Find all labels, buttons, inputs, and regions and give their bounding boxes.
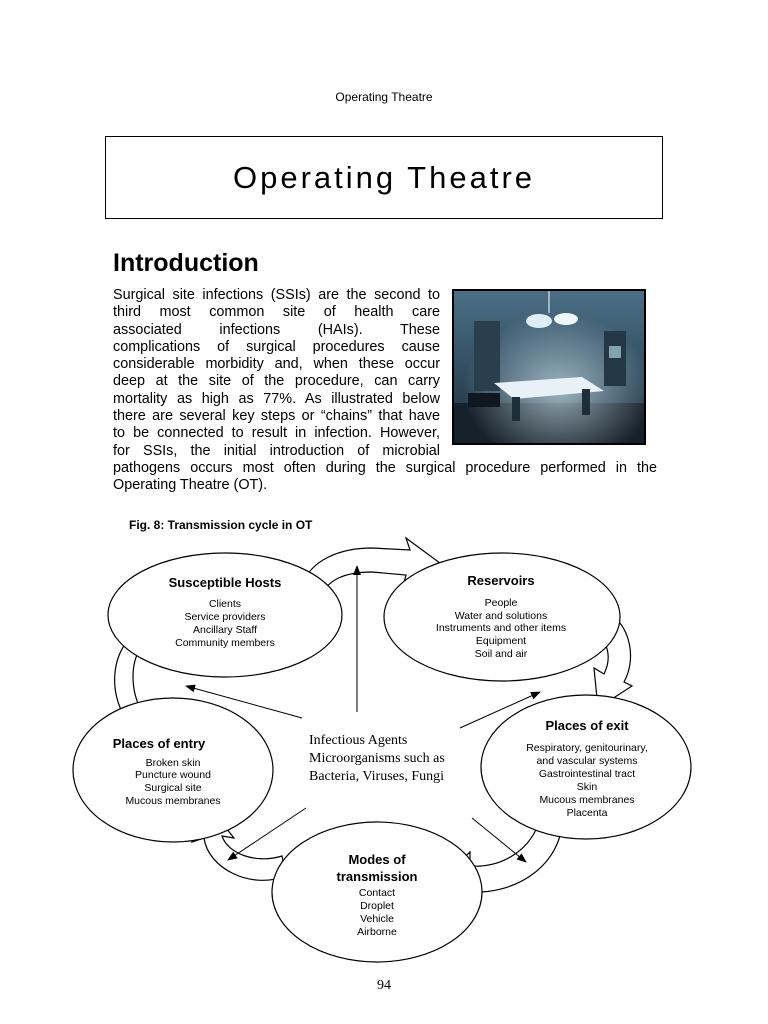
section-heading: Introduction (113, 249, 259, 277)
intro-line: mortality as high as 77%. As illustrated below (113, 390, 440, 407)
modes-title-line: transmission (336, 869, 418, 884)
modes-item: Airborne (357, 926, 397, 938)
places-of-exit-item: Gastrointestinal tract (538, 768, 636, 780)
reservoirs-title: Reservoirs (467, 573, 535, 588)
intro-line: pathogens occurs most often during the surgical procedure performed in the (113, 459, 657, 476)
places-of-exit-item: Skin (576, 781, 598, 793)
susceptible-hosts-title: Susceptible Hosts (168, 575, 282, 590)
modes-item: Vehicle (360, 913, 394, 925)
modes-item: Droplet (360, 900, 394, 912)
intro-line: Operating Theatre (OT). (113, 477, 268, 494)
intro-line: complications of surgical procedures cause (113, 338, 440, 355)
intro-line: considerable morbidity and, when these occur (113, 356, 440, 373)
places-of-exit-item: Mucous membranes (539, 794, 635, 806)
center-line: Bacteria, Viruses, Fungi (309, 769, 444, 784)
reservoirs-item: Instruments and other items (435, 622, 567, 634)
reservoirs-item: People (484, 597, 518, 609)
reservoirs-item: Soil and air (474, 648, 528, 660)
running-header: Operating Theatre (335, 90, 433, 104)
arrow-center-to-modes (472, 818, 526, 862)
modes-item: Contact (358, 887, 396, 899)
center-line: Infectious Agents (309, 733, 408, 748)
intro-line: to be connected to result in infection. However, (113, 425, 440, 442)
figure-caption: Fig. 8: Transmission cycle in OT (129, 518, 313, 532)
intro-line: deep at the site of the procedure, can carry (113, 373, 440, 390)
susceptible-hosts-item: Clients (208, 598, 242, 610)
intro-line: third most common site of health care (113, 304, 440, 321)
places-of-exit-title: Places of exit (545, 718, 629, 733)
susceptible-hosts-item: Ancillary Staff (193, 624, 257, 636)
places-of-entry-item: Broken skin (145, 757, 201, 769)
places-of-exit-item: Respiratory, genitourinary, (526, 742, 648, 754)
places-of-entry-title: Places of entry (112, 736, 206, 751)
places-of-exit-item: and vascular systems (536, 755, 638, 767)
intro-line: Surgical site infections (SSIs) are the second to (113, 287, 440, 303)
reservoirs-item: Equipment (475, 635, 527, 647)
places-of-entry-item: Puncture wound (135, 769, 211, 781)
susceptible-hosts-item: Community members (175, 637, 275, 649)
intro-line: there are several key steps or “chains” that have (113, 408, 440, 425)
places-of-entry-item: Mucous membranes (125, 795, 221, 807)
reservoirs-item: Water and solutions (454, 610, 548, 622)
page-title: Operating Theatre (232, 159, 536, 195)
center-line: Microorganisms such as (309, 751, 445, 766)
intro-line: associated infections (HAIs). These (113, 321, 440, 338)
places-of-exit-item: Placenta (566, 807, 608, 819)
intro-line: for SSIs, the initial introduction of microbial (113, 442, 440, 459)
page-number: 94 (377, 978, 391, 993)
modes-title-line: Modes of (348, 852, 406, 867)
places-of-entry-item: Surgical site (144, 782, 202, 794)
susceptible-hosts-item: Service providers (184, 611, 266, 623)
